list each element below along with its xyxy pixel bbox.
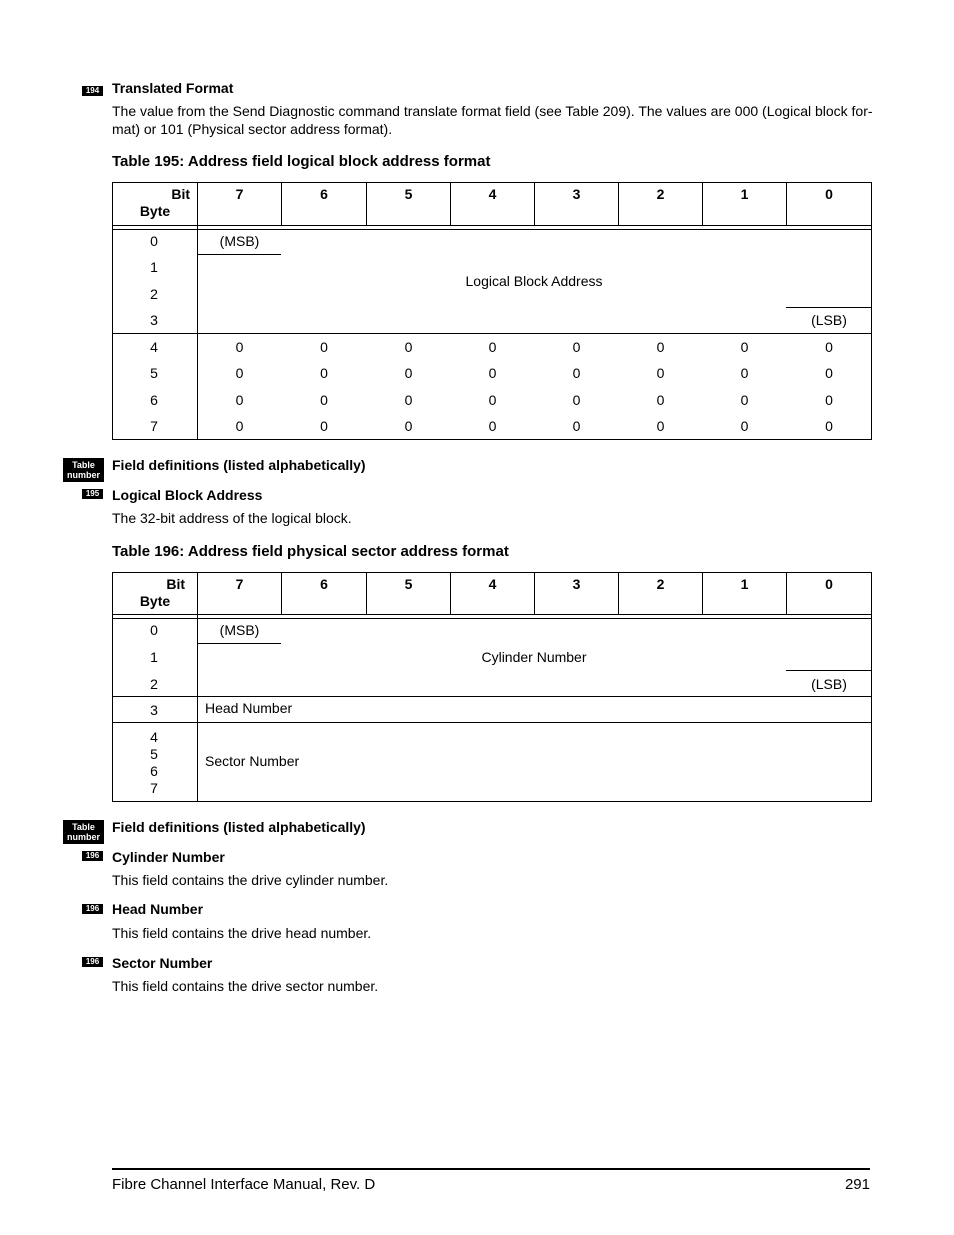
table-ref-tag: 196: [82, 851, 103, 861]
field-description: The 32-bit address of the logical block.: [112, 510, 352, 526]
bit-label: Bit: [171, 186, 190, 202]
bit-value: 0: [740, 418, 749, 434]
bit-value: 0: [488, 418, 497, 434]
bit-header: 5: [404, 186, 413, 202]
bit-value: 0: [825, 392, 833, 408]
table-number-tag: Table number: [63, 820, 104, 844]
bit-value: 0: [740, 365, 749, 381]
bit-value: 0: [740, 339, 749, 355]
bit-value: 0: [572, 365, 581, 381]
field-name: Logical Block Address: [465, 273, 603, 289]
field-description: This field contains the drive head number.: [112, 925, 372, 941]
field-heading: Head Number: [112, 901, 204, 917]
bit-header: 5: [404, 576, 413, 592]
bit-value: 0: [572, 418, 581, 434]
byte-number: 7: [150, 418, 158, 434]
bit-value: 0: [825, 365, 833, 381]
msb-label: (MSB): [219, 622, 260, 638]
field-description-line: mat) or 101 (Physical sector address format).: [112, 121, 393, 137]
byte-number: 4: [150, 339, 158, 355]
table-ref-tag: 196: [82, 957, 103, 967]
bit-value: 0: [235, 365, 244, 381]
field-name: Sector Number: [205, 753, 300, 769]
table-ref-tag: 195: [82, 489, 103, 499]
table-number-tag: Table number: [63, 458, 104, 482]
bit-header: 4: [488, 576, 497, 592]
byte-number: 0: [150, 622, 158, 638]
field-definitions-heading: Field definitions (listed alphabetically): [112, 819, 366, 835]
bit-value: 0: [235, 418, 244, 434]
bit-value: 0: [488, 365, 497, 381]
bit-value: 0: [656, 392, 665, 408]
bit-header: 3: [572, 576, 581, 592]
bit-value: 0: [320, 365, 328, 381]
lsb-label: (LSB): [811, 312, 847, 328]
bit-header: 7: [235, 576, 244, 592]
byte-number: 2: [150, 286, 158, 302]
table-title: Table 195: Address field logical block address format: [112, 153, 491, 170]
byte-number: 1: [150, 259, 158, 275]
bit-value: 0: [656, 365, 665, 381]
field-heading: Sector Number: [112, 955, 213, 971]
bit-value: 0: [404, 418, 413, 434]
page-number: 291: [844, 1176, 870, 1193]
byte-number: 6: [150, 392, 158, 408]
bit-header: 1: [740, 576, 749, 592]
field-heading: Logical Block Address: [112, 487, 263, 503]
table-ref-tag: 196: [82, 904, 103, 914]
byte-number: 0: [150, 233, 158, 249]
bit-value: 0: [572, 392, 581, 408]
bit-header: 6: [320, 186, 328, 202]
bit-value: 0: [235, 339, 244, 355]
msb-label: (MSB): [219, 233, 260, 249]
field-description-line: The value from the Send Diagnostic command translate format field (see Table 209). The values are 000 (Logical block for-: [112, 103, 873, 119]
bit-header: 2: [656, 186, 665, 202]
bit-value: 0: [320, 339, 328, 355]
bit-value: 0: [488, 392, 497, 408]
bit-value: 0: [572, 339, 581, 355]
byte-number: 3: [150, 312, 158, 328]
field-name: Head Number: [205, 700, 293, 716]
byte-number: 2: [150, 676, 158, 692]
footer-rule: [112, 1168, 870, 1170]
field-heading: Cylinder Number: [112, 849, 225, 865]
bit-header: 4: [488, 186, 497, 202]
byte-label: Byte: [139, 593, 171, 609]
table-ref-tag: 194: [82, 86, 103, 96]
bit-header: 0: [825, 186, 833, 202]
bit-value: 0: [320, 418, 328, 434]
byte-number: 5: [150, 365, 158, 381]
bit-value: 0: [825, 418, 833, 434]
bit-value: 0: [235, 392, 244, 408]
lsb-label: (LSB): [811, 676, 847, 692]
bit-value: 0: [488, 339, 497, 355]
bit-value: 0: [404, 339, 413, 355]
field-description: This field contains the drive cylinder number.: [112, 872, 389, 888]
bit-header: 7: [235, 186, 244, 202]
field-heading: Translated Format: [112, 80, 234, 96]
footer-title: Fibre Channel Interface Manual, Rev. D: [112, 1176, 376, 1193]
field-definitions-heading: Field definitions (listed alphabetically): [112, 457, 366, 473]
bit-value: 0: [404, 365, 413, 381]
bit-header: 1: [740, 186, 749, 202]
bit-value: 0: [656, 339, 665, 355]
bit-value: 0: [320, 392, 328, 408]
bit-value: 0: [740, 392, 749, 408]
bit-label: Bit: [166, 576, 185, 592]
byte-number: 3: [150, 702, 158, 718]
bit-header: 2: [656, 576, 665, 592]
field-description: This field contains the drive sector number.: [112, 978, 379, 994]
bit-value: 0: [656, 418, 665, 434]
bit-header: 6: [320, 576, 328, 592]
byte-number-group: 4 5 6 7: [150, 729, 158, 796]
bit-value: 0: [825, 339, 833, 355]
bit-header: 0: [825, 576, 833, 592]
table-title: Table 196: Address field physical sector address format: [112, 543, 509, 560]
bit-value: 0: [404, 392, 413, 408]
byte-label: Byte: [139, 203, 171, 219]
field-name: Cylinder Number: [481, 649, 587, 665]
byte-number: 1: [150, 649, 158, 665]
bit-header: 3: [572, 186, 581, 202]
